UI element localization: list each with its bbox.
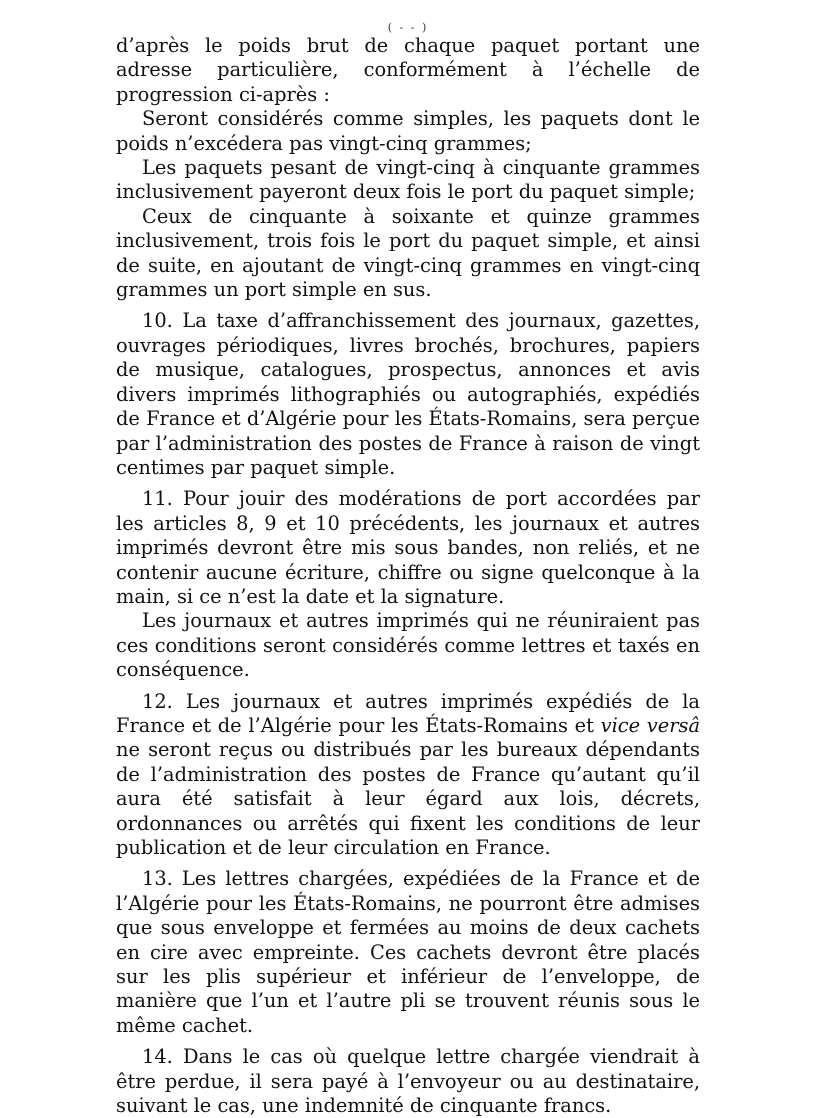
article-text-before: Les journaux et autres imprimés expédiés de la France et de l’Algérie pour les États-Romains et [116, 689, 700, 737]
article-number: 11. [142, 487, 173, 511]
page-header-mark: ( - - ) [387, 21, 429, 34]
article-number: 13. [142, 867, 173, 891]
paragraph-simple-packets [116, 107, 700, 156]
article-13 [116, 867, 700, 1038]
paragraph-text: Ceux de cinquante à soixante et quinze grammes inclusivement, trois fois le port du paquet simple, et ainsi de suite, en ajoutant de vingt-cinq grammes en vingt-cinq grammes un port simple en sus. [116, 204, 700, 302]
paragraph-text: Les journaux et autres imprimés qui ne réuniraient pas ces conditions seront considérés comme lettres et taxés en conséquence. [116, 609, 700, 682]
paragraph-double-packets [116, 156, 700, 205]
article-text-after: ne seront reçus ou distribués par les bureaux dépendants de l’administration des postes de France qu’autant qu’il aura été satisfait à leur égard aux lois, décrets, ordonnances ou arrêtés qui fixent les conditions de leur publication et de leur circulation en France. [116, 738, 700, 859]
paragraph-text: Seront considérés comme simples, les paquets dont le poids n’excédera pas vingt-cinq grammes; [116, 107, 700, 155]
article-number: 10. [142, 309, 173, 333]
paragraph-triple-packets [116, 205, 700, 303]
article-14 [116, 1045, 700, 1118]
article-number: 14. [142, 1045, 173, 1069]
article-text: Les lettres chargées, expédiées de la France et de l’Algérie pour les États-Romains, ne pourront être admises que sous enveloppe et fermées au moins de deux cachets en cire avec empreinte. Ces cachets devront être placés sur les plis supérieur et inférieur de l’enveloppe, de manière que l’un et l’autre pli se trouvent réunis sous le même cachet. [116, 867, 700, 1037]
article-12 [116, 690, 700, 861]
article-11-continuation [116, 609, 700, 682]
paragraph-text: Les paquets pesant de vingt-cinq à cinquante grammes inclusivement payeront deux fois le port du paquet simple; [116, 156, 700, 204]
article-text: Pour jouir des modérations de port accordées par les articles 8, 9 et 10 précédents, les journaux et autres imprimés devront être mis sous bandes, non reliés, et ne contenir aucune écriture, chiffre ou signe quelconque à la main, si ce n’est la date et la signature. [116, 487, 701, 608]
article-text: Dans le cas où quelque lettre chargée viendrait à être perdue, il sera payé à l’envoyeur ou au destinataire, suivant le cas, une indemnité de cinquante francs. [116, 1045, 700, 1118]
article-11 [116, 487, 700, 609]
article-10 [116, 309, 700, 480]
article-italic-phrase: vice versâ [600, 713, 701, 737]
document-page [116, 22, 700, 1118]
paragraph-continuation [116, 34, 700, 107]
article-text: La taxe d’affranchissement des journaux, gazettes, ouvrages périodiques, livres brochés, brochures, papiers de musique, catalogues, prospectus, annonces et avis divers imprimés lithographiés ou autographiés, expédiés de France et d’Algérie pour les États-Romains, sera perçue par l’administration des postes de France à raison de vingt centimes par paquet simple. [116, 309, 700, 479]
paragraph-text: d’après le poids brut de chaque paquet portant une adresse particulière, conformément à l’échelle de progression ci-après : [116, 34, 700, 106]
article-number: 12. [142, 689, 173, 713]
